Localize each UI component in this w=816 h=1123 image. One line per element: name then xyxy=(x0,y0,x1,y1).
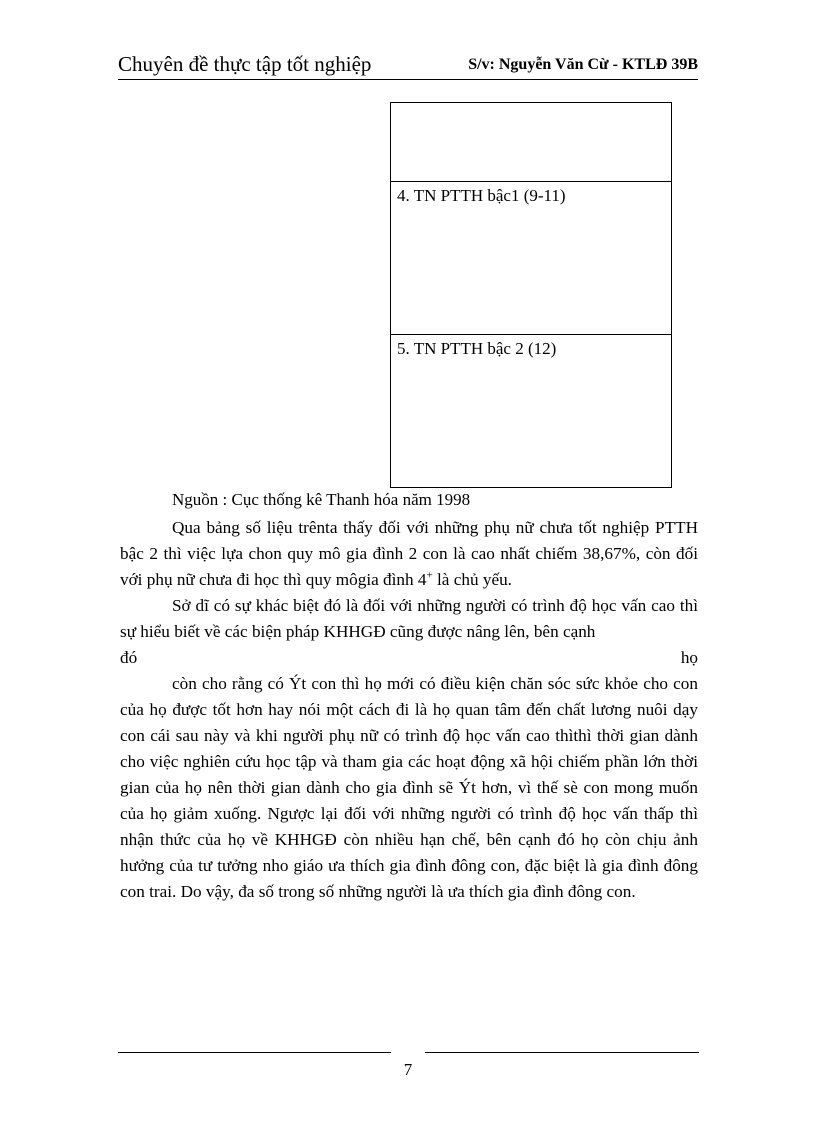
table-source: Nguồn : Cục thống kê Thanh hóa năm 1998 xyxy=(172,490,471,509)
superscript-plus: + xyxy=(426,569,433,582)
paragraph-1 xyxy=(120,515,698,593)
paragraph-2-start: Sở dĩ có sự khác biệt đó là đối với những người có trình độ học vấn cao thì sự hiểu biết về các biện pháp KHHGĐ cũng được nâng lên, bên cạnh xyxy=(120,596,698,641)
paragraph-2-rest: còn cho rằng có Ýt con thì họ mới có điều kiện chăn sóc sức khỏe cho con của họ được tốt hơn hay nói một cách đi là họ quan tâm đến chất lương nuôi dạy con cái sau này và khi người phụ nữ có trình độ học vấn cao thìthì thời gian dành cho việc nghiên cứu học tập và tham gia các hoạt động xã hội chiếm phần lớn thời gian của họ nên thời gian dành cho gia đình sẽ Ýt hơn, vì thế sè con mong muốn của họ giảm xuống. Ngược lại đối với những người có trình độ học vấn thấp thì nhận thức của họ về KHHGĐ còn nhiều hạn chế, bên cạnh đó họ còn chịu ảnh hưởng của tư tưởng nho giáo ưa thích gia đình đông con, đặc biệt là gia đình đông con trai. Do vậy, đa số trong số những người là ưa thích gia đình đông con. xyxy=(120,674,698,901)
gap-word-right: họ xyxy=(680,648,698,667)
author-info: S/v: Nguyễn Văn Cừ - KTLĐ 39B xyxy=(468,56,698,73)
body-text xyxy=(120,515,698,905)
table-row: 5. TN PTTH bậc 2 (12) xyxy=(391,334,671,487)
footer-divider-left xyxy=(118,1052,391,1053)
page-number: 7 xyxy=(403,1060,413,1079)
paragraph-2-gap-line xyxy=(120,645,698,671)
gap-word-left: đó xyxy=(120,648,138,667)
table-row xyxy=(391,103,671,181)
header-divider xyxy=(118,79,698,80)
table-row: 4. TN PTTH bậc1 (9-11) xyxy=(391,181,671,334)
education-table xyxy=(390,102,672,488)
document-title: Chuyên đề thực tập tốt nghiệp xyxy=(118,52,372,76)
page-header xyxy=(118,50,698,80)
paragraph-1-text: Qua bảng số liệu trênta thấy đối với những phụ nữ chưa tốt nghiệp PTTH bậc 2 thì việc lựa chon quy mô gia đình 2 con là cao nhất chiếm 38,67%, còn đối với phụ nữ chưa đi học thì quy môgia đình 4 xyxy=(120,518,698,589)
paragraph-1-end: là chủ yếu. xyxy=(432,570,512,589)
footer-divider-right xyxy=(425,1052,699,1053)
